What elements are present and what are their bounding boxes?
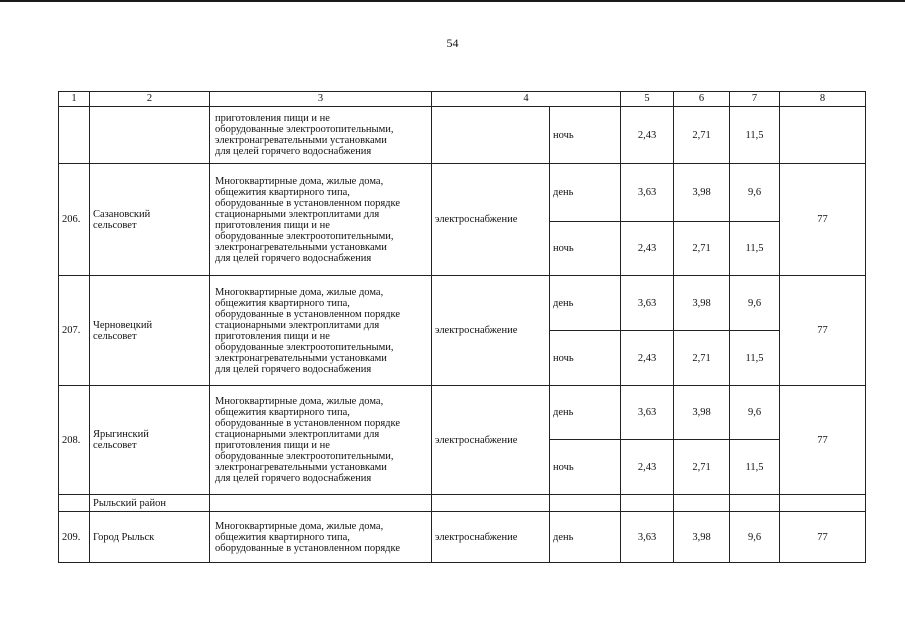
scan-top-edge [0, 0, 905, 2]
settlement-name-cell [90, 164, 210, 276]
row-number: 207. [59, 276, 90, 386]
value-cell [730, 495, 780, 512]
description-line: Многоквартирные дома, жилые дома, [215, 396, 384, 407]
description-line: общежития квартирного типа, [215, 407, 350, 418]
value-cell: 11,5 [730, 107, 780, 164]
service-cell: электроснабжение [432, 512, 550, 563]
description-line: приготовления пищи и не [215, 113, 330, 124]
num-cell [59, 495, 90, 512]
description-line: оборудованные в установленном порядке [215, 197, 401, 209]
description-cell [210, 164, 432, 276]
period-cell: ночь [550, 440, 621, 495]
header-cell: 3 [210, 92, 432, 107]
value-cell: 77 [780, 512, 866, 563]
tariff-table [58, 91, 866, 563]
value-cell [621, 495, 674, 512]
description-line: оборудованные электроотопительными, [215, 124, 394, 135]
settlement-name: Черновецкий [93, 319, 153, 331]
settlement-type: сельсовет [93, 440, 137, 451]
value-cell: 11,5 [730, 331, 780, 386]
description-line: приготовления пищи и не [215, 330, 330, 342]
period-cell: день [550, 386, 621, 440]
service-cell [432, 495, 550, 512]
service-cell [432, 107, 550, 164]
description-line: оборудованные в установленном порядке [215, 418, 401, 429]
section-label: Рыльский район [90, 495, 210, 512]
value-cell: 77 [780, 276, 866, 386]
settlement-type: сельсовет [93, 330, 137, 342]
description-line: электронагревательными установками [215, 241, 387, 253]
description-line: для целей горячего водоснабжения [215, 146, 372, 157]
period-cell: ночь [550, 222, 621, 276]
description-cell [210, 512, 432, 563]
description-cell [210, 386, 432, 495]
table-row [59, 276, 866, 331]
description-line: общежития квартирного типа, [215, 297, 350, 309]
row-number: 208. [59, 386, 90, 495]
period-cell [550, 495, 621, 512]
description-line: электронагревательными установками [215, 462, 387, 473]
value-cell: 2,43 [621, 107, 674, 164]
header-row [59, 92, 866, 107]
description-cell [210, 495, 432, 512]
description-line: Многоквартирные дома, жилые дома, [215, 286, 384, 298]
table-row [59, 164, 866, 222]
description-line: оборудованные в установленном порядке [215, 542, 401, 554]
settlement-name-cell [90, 386, 210, 495]
service-cell: электроснабжение [432, 386, 550, 495]
value-cell: 3,98 [674, 276, 730, 331]
description-line: Многоквартирные дома, жилые дома, [215, 520, 384, 532]
header-cell: 5 [621, 92, 674, 107]
value-cell [780, 107, 866, 164]
value-cell [674, 495, 730, 512]
description-line: общежития квартирного типа, [215, 186, 350, 198]
header-cell: 8 [780, 92, 866, 107]
value-cell: 11,5 [730, 222, 780, 276]
value-cell: 2,71 [674, 331, 730, 386]
value-cell: 3,98 [674, 164, 730, 222]
value-cell: 3,63 [621, 512, 674, 563]
header-cell: 4 [432, 92, 621, 107]
value-cell: 11,5 [730, 440, 780, 495]
service-cell: электроснабжение [432, 164, 550, 276]
table-row [59, 386, 866, 440]
description-line: оборудованные электроотопительными, [215, 341, 394, 353]
period-cell: день [550, 276, 621, 331]
value-cell: 3,63 [621, 276, 674, 331]
page-number: 54 [446, 36, 459, 50]
value-cell: 77 [780, 386, 866, 495]
description-line: приготовления пищи и не [215, 440, 330, 451]
settlement-name: Сазановский [93, 208, 151, 220]
description-line: стационарными электроплитами для [215, 319, 380, 331]
value-cell: 2,43 [621, 440, 674, 495]
value-cell: 9,6 [730, 276, 780, 331]
period-cell: день [550, 512, 621, 563]
row-number: 209. [59, 512, 90, 563]
value-cell: 2,43 [621, 222, 674, 276]
value-cell: 3,63 [621, 164, 674, 222]
description-cell [210, 107, 432, 164]
value-cell: 3,63 [621, 386, 674, 440]
value-cell: 2,43 [621, 331, 674, 386]
description-cell [210, 276, 432, 386]
description-line: электронагревательными установками [215, 352, 387, 364]
value-cell: 9,6 [730, 512, 780, 563]
description-line: приготовления пищи и не [215, 219, 330, 231]
description-line: оборудованные в установленном порядке [215, 308, 401, 320]
value-cell: 9,6 [730, 164, 780, 222]
settlement-type: сельсовет [93, 219, 137, 231]
header-cell: 7 [730, 92, 780, 107]
section-row [59, 495, 866, 512]
description-line: оборудованные электроотопительными, [215, 230, 394, 242]
row-number: 206. [59, 164, 90, 276]
description-line: стационарными электроплитами для [215, 429, 380, 440]
value-cell: 3,98 [674, 512, 730, 563]
period-cell: ночь [550, 331, 621, 386]
service-cell: электроснабжение [432, 276, 550, 386]
settlement-name: Ярыгинский [93, 429, 149, 440]
name-cell [90, 107, 210, 164]
period-cell: ночь [550, 107, 621, 164]
description-line: для целей горячего водоснабжения [215, 363, 372, 375]
description-line: для целей горячего водоснабжения [215, 252, 372, 264]
value-cell: 77 [780, 164, 866, 276]
value-cell [780, 495, 866, 512]
num-cell [59, 107, 90, 164]
settlement-name: Город Рыльск [90, 512, 210, 563]
header-cell: 6 [674, 92, 730, 107]
value-cell: 3,98 [674, 386, 730, 440]
header-cell: 1 [59, 92, 90, 107]
value-cell: 2,71 [674, 107, 730, 164]
description-line: Многоквартирные дома, жилые дома, [215, 175, 384, 187]
period-cell: день [550, 164, 621, 222]
value-cell: 2,71 [674, 222, 730, 276]
value-cell: 9,6 [730, 386, 780, 440]
description-line: оборудованные электроотопительными, [215, 451, 394, 462]
table-row [59, 512, 866, 563]
settlement-name-cell [90, 276, 210, 386]
description-line: стационарными электроплитами для [215, 208, 380, 220]
description-line: для целей горячего водоснабжения [215, 473, 372, 484]
value-cell: 2,71 [674, 440, 730, 495]
description-line: общежития квартирного типа, [215, 531, 350, 543]
table-row [59, 107, 866, 164]
description-line: электронагревательными установками [215, 135, 387, 146]
header-cell: 2 [90, 92, 210, 107]
